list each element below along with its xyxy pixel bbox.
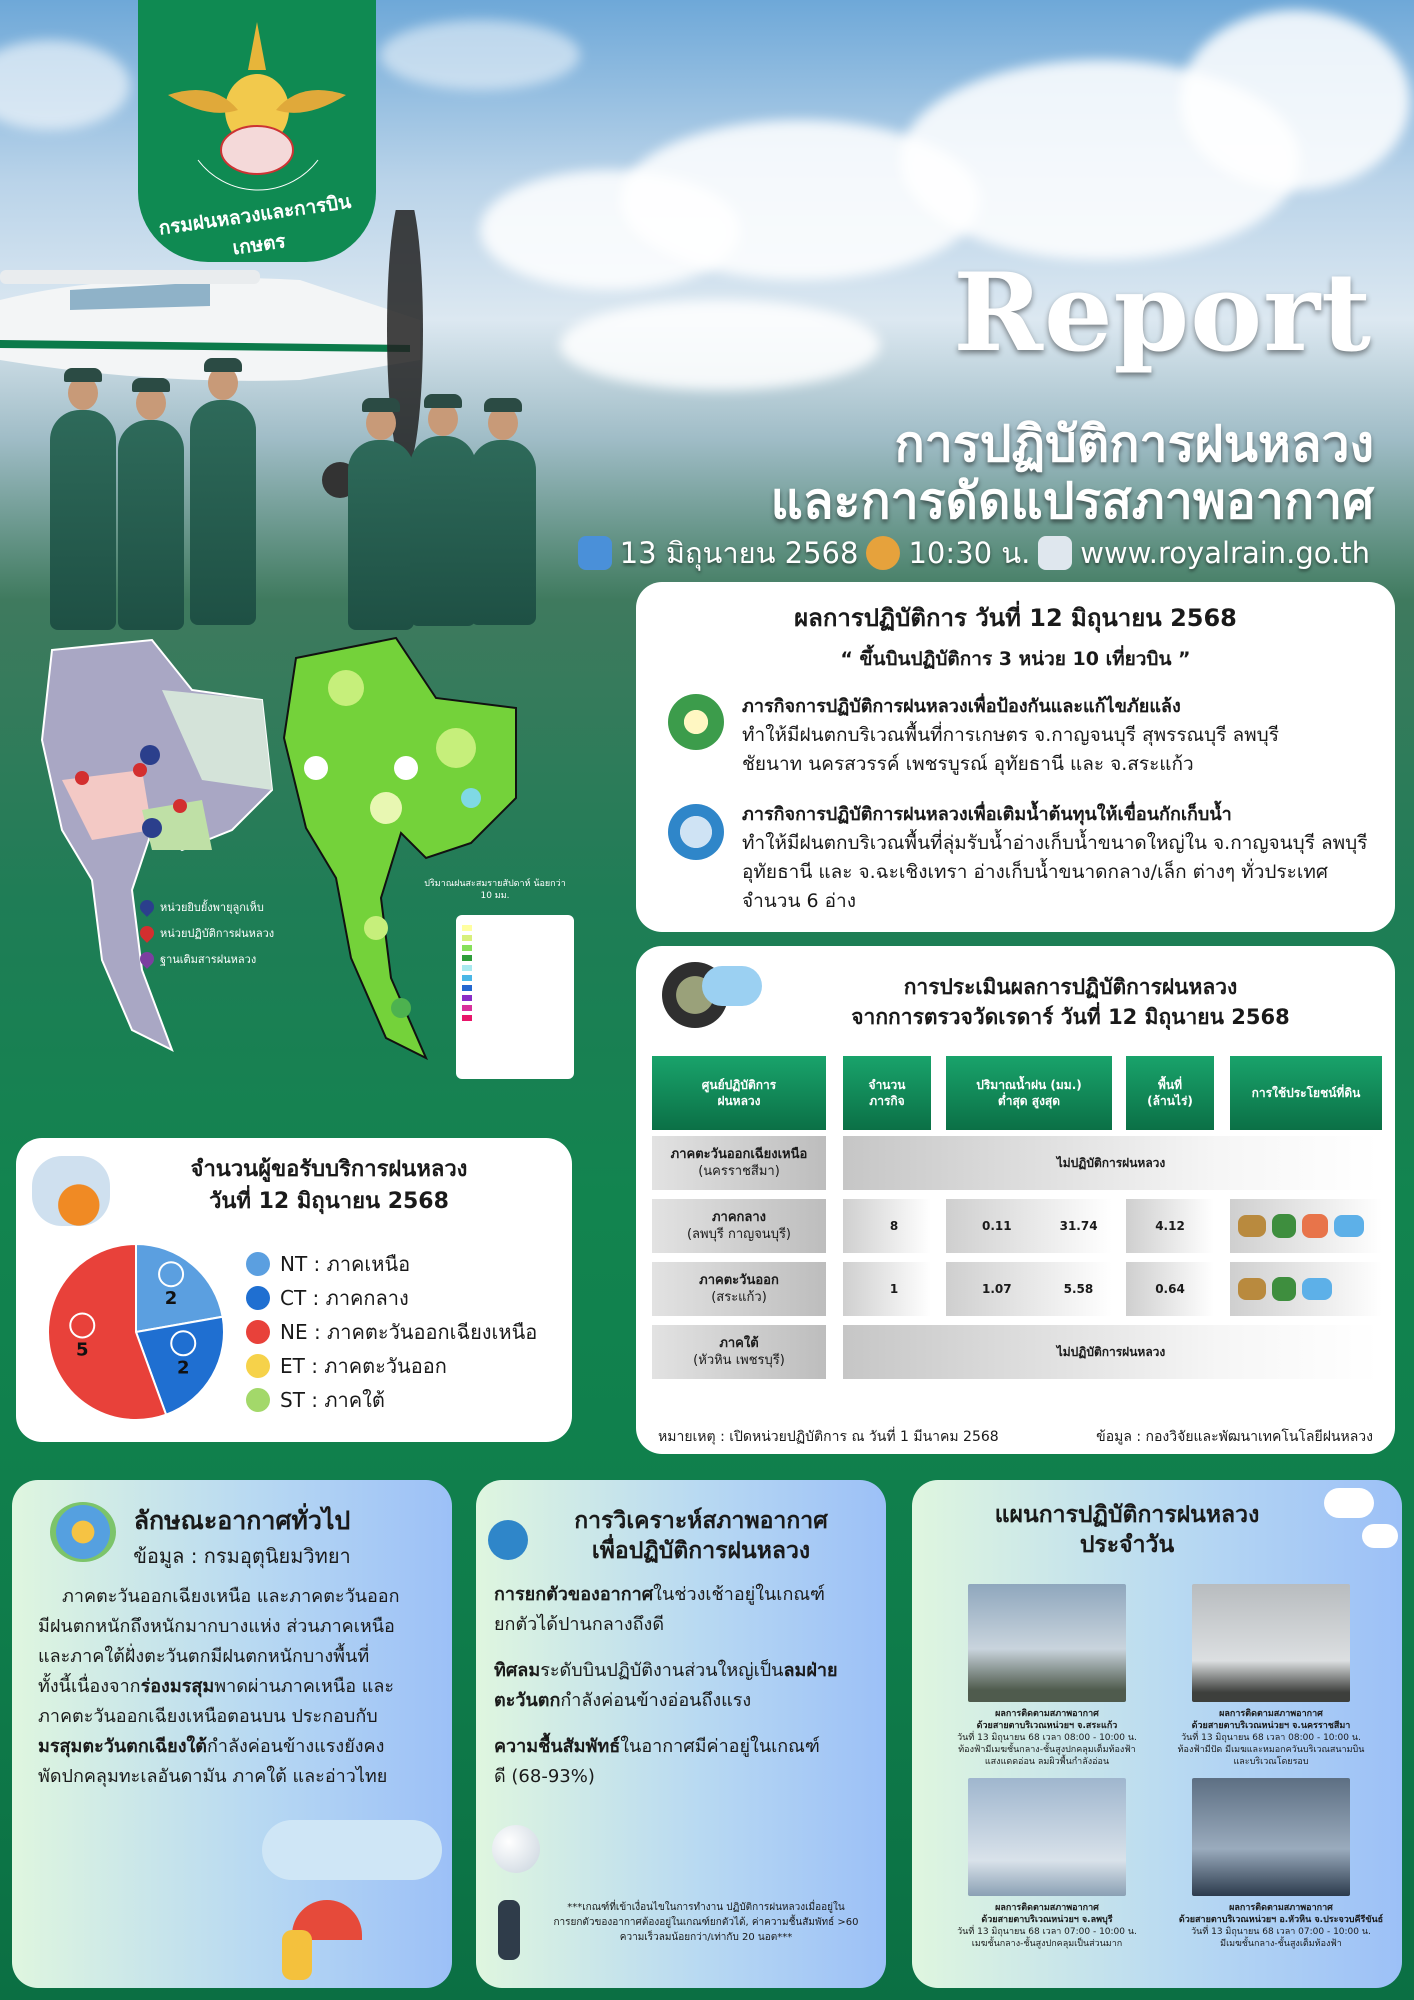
legend-swatch (246, 1286, 270, 1310)
radar-title: การประเมินผลการปฏิบัติการฝนหลวง จากการตรวจวัดเรดาร์ วันที่ 12 มิถุนายน 2568 (851, 975, 1290, 1029)
unit-marker (133, 763, 147, 777)
plan-title: แผนการปฏิบัติการฝนหลวง ประจำวัน (994, 1502, 1260, 1558)
map-legend-item: หน่วยปฏิบัติการฝนหลวง (140, 924, 274, 942)
col-header-missions: จำนวน ภารกิจ (843, 1056, 931, 1130)
pie-value-label: 2 (164, 1288, 178, 1310)
legend-item: CT : ภาคกลาง (246, 1282, 409, 1314)
crew-member (50, 410, 116, 630)
house-icon (1302, 1214, 1328, 1238)
sky-photo-huahin (1192, 1778, 1350, 1896)
rain-caption: ปริมาณฝนสะสมรายสัปดาห์ น้อยกว่า 10 มม. (424, 879, 566, 901)
mission-drought: ภารกิจการปฏิบัติการฝนหลวงเพื่อป้องกันและแก้ไขภัยแล้ง ทำให้มีฝนตกบริเวณพื้นที่การเกษตร จ.กาญจนบุรี สุพรรณบุรี ลพบุรี ชัยนาท นครสวรรค์ เพชรบูรณ์ อุทัยธานี และ จ.สระแก้ว (742, 696, 1279, 775)
cloud (380, 20, 580, 90)
weather-analysis-card (476, 1480, 886, 1988)
tree-icon (1272, 1214, 1296, 1238)
table-row-label: ภาคกลาง (ลพบุรี กาญจนบุรี) (652, 1199, 826, 1253)
operations-subtitle: “ ขึ้นบินปฏิบัติการ 3 หน่วย 10 เที่ยวบิน ” (840, 648, 1191, 670)
unit-marker (173, 799, 187, 813)
unit-marker (75, 771, 89, 785)
date-line (578, 530, 1370, 576)
photo-caption: ผลการติดตามสภาพอากาศ ด้วยสายตาบริเวณหน่วยฯ จ.สระแก้ว วันที่ 13 มิถุนายน 68 เวลา 08:00 - 10:00 น. ท้องฟ้ามีเมฆชั้นกลาง-ชั้นสูงปกคลุมเต็มท้องฟ้า แสงแดดอ่อน ลมผิวพื้นกำลังอ่อน (957, 1709, 1137, 1767)
cloud (560, 300, 880, 390)
crew-member (348, 440, 414, 630)
daily-plan-card (912, 1480, 1402, 1988)
general-weather-card (12, 1480, 452, 1988)
radar-note: หมายเหตุ : เปิดหน่วยปฏิบัติการ ณ วันที่ 1 มีนาคม 2568 (658, 1429, 999, 1445)
umbrella-cloud-icon (32, 1156, 110, 1226)
radar-evaluation-card (636, 946, 1395, 1454)
legend-swatch (246, 1388, 270, 1412)
analysis-title: การวิเคราะห์สภาพอากาศ เพื่อปฏิบัติการฝนหลวง (574, 1508, 828, 1564)
thailand-unit-map (32, 630, 282, 1070)
photo-caption: ผลการติดตามสภาพอากาศ ด้วยสายตาบริเวณหน่วยฯ อ.หัวหิน จ.ประจวบคีรีขันธ์ วันที่ 13 มิถุนายน 68 เวลา 07:00 - 10:00 น. มีเมฆชั้นกลาง-ชั้นสูงเต็มท้องฟ้า (1178, 1903, 1384, 1949)
analysis-lift: การยกตัวของอากาศในช่วงเช้าอยู่ในเกณฑ์ ยกตัวได้ปานกลางถึงดี (494, 1584, 825, 1635)
col-header-area: พื้นที่ (ล้านไร่) (1126, 1056, 1214, 1130)
rain-cell: 0.11 31.74 (946, 1199, 1112, 1253)
clock-icon (866, 536, 900, 570)
weather-globe-icon (50, 1502, 116, 1562)
service-title: จำนวนผู้ขอรับบริการฝนหลวง วันที่ 12 มิถุนายน 2568 (190, 1157, 468, 1214)
forest-icon (668, 694, 724, 750)
crew-member (470, 440, 536, 625)
crew-member (118, 420, 184, 630)
unit-marker (142, 818, 162, 838)
cloud-clock-icon (488, 1520, 528, 1560)
cloud (1180, 10, 1410, 190)
sky-photo-nakhonratchasima (1192, 1584, 1350, 1702)
service-requests-card (16, 1138, 572, 1442)
sky-photo-lopburi (968, 1778, 1126, 1896)
cloud (0, 40, 130, 130)
legend-item: ET : ภาคตะวันออก (246, 1350, 447, 1382)
photo-caption: ผลการติดตามสภาพอากาศ ด้วยสายตาบริเวณหน่วยฯ จ.ลพบุรี วันที่ 13 มิถุนายน 68 เวลา 07:00 - 10:00 น. เมฆชั้นกลาง-ชั้นสูงปกคลุมเป็นส่วนมาก (957, 1903, 1137, 1949)
col-header-center: ศูนย์ปฏิบัติการ ฝนหลวง (652, 1056, 826, 1130)
photo-caption: ผลการติดตามสภาพอากาศ ด้วยสายตาบริเวณหน่วยฯ จ.นครราชสีมา วันที่ 13 มิถุนายน 68 เวลา 08:00 - 10:00 น. ท้องฟ้ามีปัด มีเมฆและหมอกควันบริเวณสนามบิน และบริเวณโดยรอบ (1177, 1709, 1365, 1767)
land-use-cell (1230, 1262, 1382, 1316)
legend-swatch (246, 1320, 270, 1344)
pie-value-label: 5 (76, 1339, 89, 1361)
person-icon (498, 1900, 520, 1960)
legend-item: ST : ภาคใต้ (246, 1384, 385, 1416)
area-cell: 4.12 (1126, 1199, 1214, 1253)
dam-icon (668, 804, 724, 860)
report-title: Report (953, 250, 1372, 376)
table-row-label: ภาคตะวันออกเฉียงเหนือ (นครราชสีมา) (652, 1136, 826, 1190)
weather-balloon-icon (492, 1825, 540, 1873)
farm-icon (1238, 1278, 1266, 1300)
operations-card (636, 582, 1395, 932)
main-title-line2: และการดัดแปรสภาพอากาศ (770, 471, 1374, 530)
weather-title: ลักษณะอากาศทั่วไป (133, 1506, 351, 1535)
calendar-icon (578, 536, 612, 570)
tree-icon (1272, 1277, 1296, 1301)
rain-cloud-icon (702, 966, 762, 1006)
web-icon (1038, 536, 1072, 570)
table-row-label: ภาคตะวันออก (สระแก้ว) (652, 1262, 826, 1316)
area-cell: 0.64 (1126, 1262, 1214, 1316)
analysis-humidity: ความชื้นสัมพัทธ์ในอากาศมีค่าอยู่ในเกณฑ์ ดี (68-93%) (494, 1736, 820, 1787)
missions-cell: 1 (843, 1262, 931, 1316)
website-link[interactable]: www.royalrain.go.th (1080, 536, 1370, 570)
legend-item: NE : ภาคตะวันออกเฉียงเหนือ (246, 1316, 537, 1348)
missions-cell: 8 (843, 1199, 931, 1253)
report-time: 10:30 น. (908, 536, 1031, 570)
operations-title: ผลการปฏิบัติการ วันที่ 12 มิถุนายน 2568 (794, 604, 1237, 632)
airplane-icon (1324, 1488, 1374, 1518)
map-legend-item: หน่วยยิบยั้งพายุลูกเห็บ (140, 898, 264, 916)
col-header-rain: ปริมาณน้ำฝน (มม.) ต่ำสุด สูงสุด (946, 1056, 1112, 1130)
sky-photo-sakaeo (968, 1584, 1126, 1702)
legend-swatch (246, 1252, 270, 1276)
no-operation-cell: ไม่ปฏิบัติการฝนหลวง (843, 1136, 1379, 1190)
legend-item: NT : ภาคเหนือ (246, 1248, 410, 1280)
no-operation-cell: ไม่ปฏิบัติการฝนหลวง (843, 1325, 1379, 1379)
map-legend-item: ฐานเติมสารฝนหลวง (140, 950, 256, 968)
land-use-cell (1230, 1199, 1382, 1253)
weather-source: ข้อมูล : กรมอุตุนิยมวิทยา (133, 1544, 351, 1568)
report-date: 13 มิถุนายน 2568 (619, 536, 859, 570)
weather-body: ภาคตะวันออกเฉียงเหนือ และภาคตะวันออก มีฝนตกหนักถึงหนักมากบางแห่ง ส่วนภาคเหนือ และภาคใต้ฝั่งตะวันตกมีฝนตกหนักบางพื้นที่ ทั้งนี้เนื่องจากร่องมรสุมพาดผ่านภาคเหนือ และ ภาคตะวันออกเฉียงเหนือตอนบน ประกอบกับ มรสุมตะวันตกเฉียงใต้กำลังค่อนข้างแรงยังคง พัดปกคลุมทะเลอันดามัน ภาคใต้ และอ่าวไทย (38, 1586, 400, 1787)
crew-member (410, 436, 476, 626)
crew-member (190, 400, 256, 625)
analysis-wind: ทิศลมระดับบินปฏิบัติงานส่วนใหญ่เป็นลมฝ่าย ตะวันตกกำลังค่อนข้างอ่อนถึงแรง (494, 1660, 838, 1711)
service-pie-chart (46, 1242, 226, 1422)
analysis-footnote: ***เกณฑ์ที่เข้าเงื่อนไขในการทำงาน ปฏิบัติการฝนหลวงเมื่ออยู่ใน การยกตัวของอากาศต้องอยู่ในเกณฑ์ยกตัวได้, ค่าความชื้นสัมพัทธ์ >60 ความเร็วลมน้อยกว่า/เท่ากับ 20 นอต*** (553, 1902, 859, 1943)
radar-source: ข้อมูล : กองวิจัยและพัฒนาเทคโนโลยีฝนหลวง (1096, 1429, 1373, 1445)
rain-cell: 1.07 5.58 (946, 1262, 1112, 1316)
reservoir-icon (1334, 1215, 1364, 1237)
logo-text: กรมฝนหลวงและการบินเกษตร (157, 190, 353, 260)
farm-icon (1238, 1215, 1266, 1237)
mission-dam: ภารกิจการปฏิบัติการฝนหลวงเพื่อเติมน้ำต้นทุนให้เขื่อนกักเก็บน้ำ ทำให้มีฝนตกบริเวณพื้นที่ลุ่มรับน้ำอ่างเก็บน้ำขนาดใหญ่ใน จ.กาญจนบุรี ลพบุรี อุทัยธานี และ จ.ฉะเชิงเทรา อ่างเก็บน้ำขนาดกลาง/เล็ก ต่างๆ ทั่วประเทศ จำนวน 6 อ่าง (742, 804, 1368, 912)
reservoir-icon (1302, 1278, 1332, 1300)
legend-swatch (246, 1354, 270, 1378)
rain-legend-box (456, 915, 574, 1079)
table-row-label: ภาคใต้ (หัวหิน เพชรบุรี) (652, 1325, 826, 1379)
unit-marker (140, 745, 160, 765)
col-header-benefit: การใช้ประโยชน์ที่ดิน (1230, 1056, 1382, 1130)
main-title-line1: การปฏิบัติการฝนหลวง (894, 414, 1374, 473)
airplane-icon (1362, 1524, 1398, 1548)
pie-value-label: 2 (176, 1357, 190, 1379)
rain-umbrella-illustration (242, 1820, 442, 1980)
